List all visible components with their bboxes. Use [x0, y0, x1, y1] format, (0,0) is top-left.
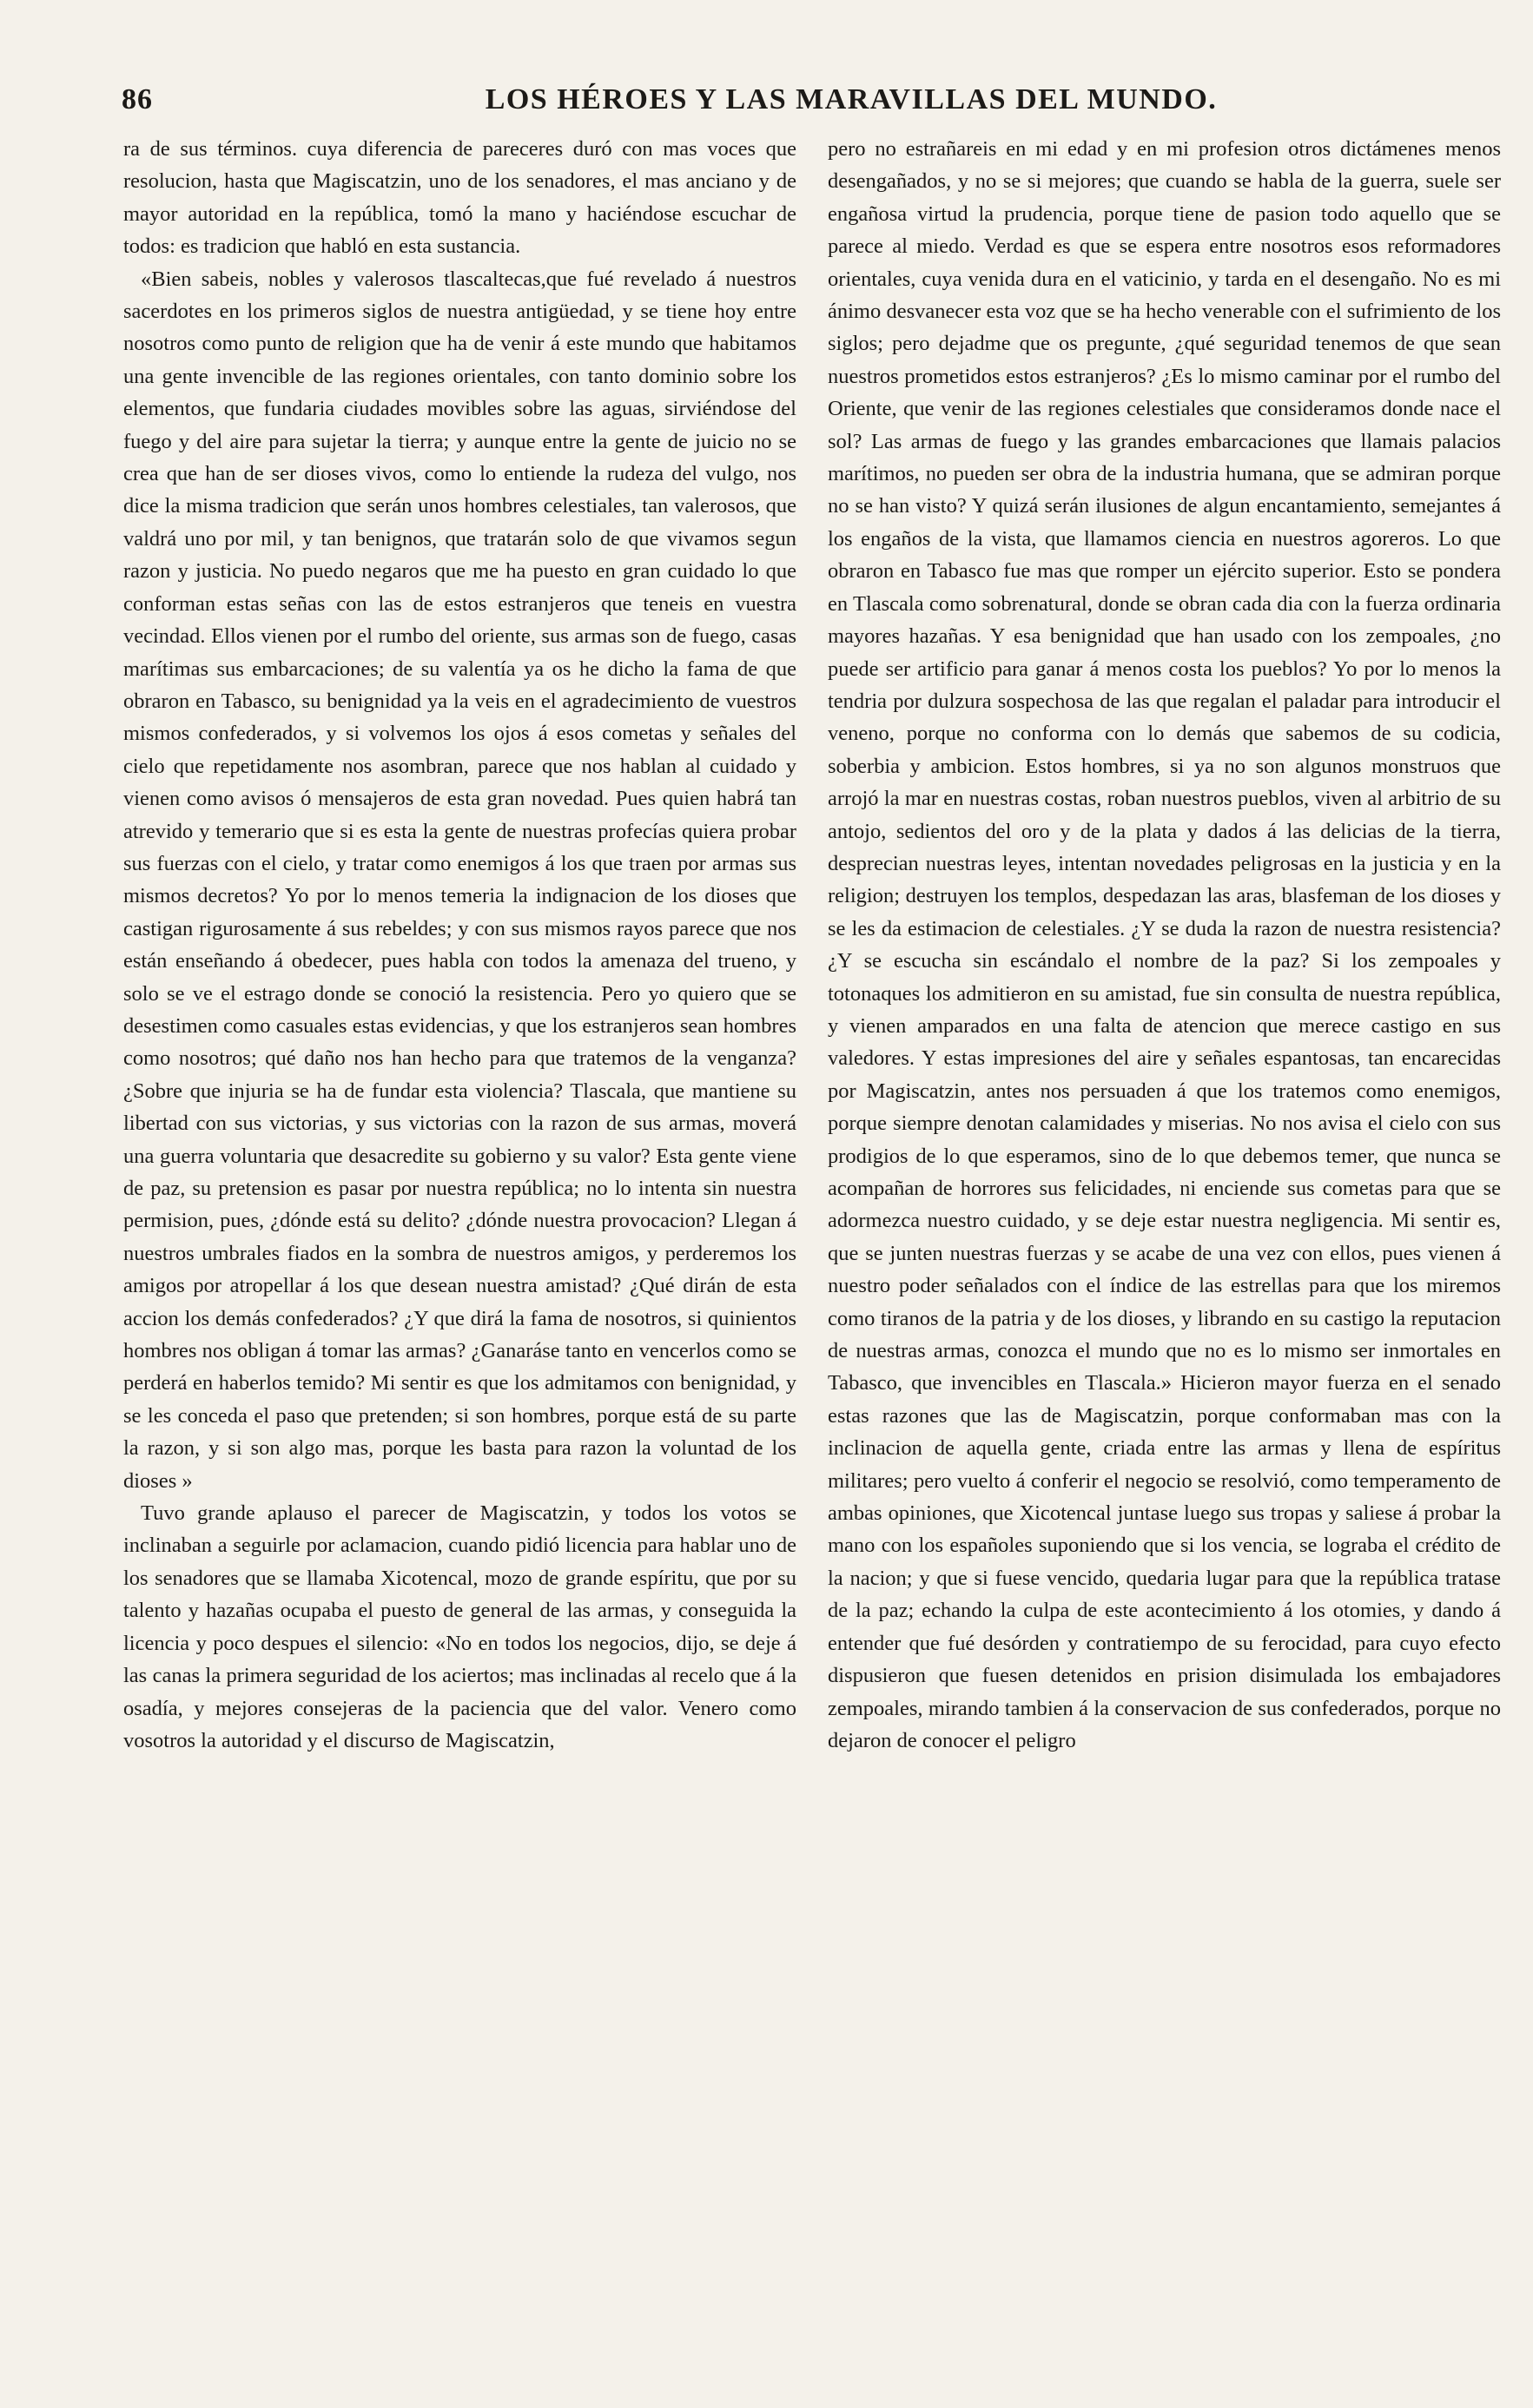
page-number: 86	[122, 83, 153, 115]
left-column	[123, 133, 796, 2391]
page-header	[122, 83, 1511, 130]
right-column	[828, 133, 1501, 2391]
left-paragraph-2: «Bien sabeis, nobles y valerosos tlascaltecas,que fué revelado á nuestros sacerdotes en los primeros siglos de nuestra antigüedad, y se tiene hoy entre nosotros como punto de religion que ha de venir á este mundo que habitamos una gente invencible de las regiones orientales, con tanto dominio sobre los elementos, que fundaria ciudades movibles sobre las aguas, sirviéndose del fuego y del aire para sujetar la tierra; y aunque entre la gente de juicio no se crea que han de ser dioses vivos, como lo entiende la rudeza del vulgo, nos dice la misma tradicion que serán unos hombres celestiales, tan valerosos, que valdrá uno por mil, y tan benignos, que tratarán solo de que vivamos segun razon y justicia. No puedo negaros que me ha puesto en gran cuidado lo que conforman estas señas con las de estos estranjeros que teneis en vuestra vecindad. Ellos vienen por el rumbo del oriente, sus armas son de fuego, casas marítimas sus embarcaciones; de su valentía ya os he dicho la fama de que obraron en Tabasco, su benignidad ya la veis en el agradecimiento de vuestros mismos confederados, y si volvemos los ojos á esos cometas y señales del cielo que repetidamente nos asombran, parece que nos hablan al cuidado y vienen como avisos ó mensajeros de esta gran novedad. Pues quien habrá tan atrevido y temerario que si es esta la gente de nuestras profecías quiera probar sus fuerzas con el cielo, y tratar como enemigos á los que traen por armas sus mismos decretos? Yo por lo menos temeria la indignacion de los dioses que castigan rigurosamente á sus rebeldes; y con sus mismos rayos parece que nos están enseñando á obedecer, pues habla con todos la amenaza del trueno, y solo se ve el estrago donde se conoció la resistencia. Pero yo quiero que se desestimen como casuales estas evidencias, y que los estranjeros sean hombres como nosotros; qué daño nos han hecho para que tratemos de la venganza? ¿Sobre que injuria se ha de fundar esta violencia? Tlascala, que mantiene su libertad con sus victorias, y sus victorias con la razon de sus armas, moverá una guerra voluntaria que desacredite su gobierno y su valor? Esta gente viene de paz, su pretension es pasar por nuestra república; no lo intenta sin nuestra permision, pues, ¿dónde está su delito? ¿dónde nuestra provocacion? Llegan á nuestros umbrales fiados en la sombra de nuestros amigos, y perderemos los amigos por atropellar á los que desean nuestra amistad? ¿Qué dirán de esta accion los demás confederados? ¿Y que dirá la fama de nosotros, si quinientos hombres nos obligan á tomar las armas? ¿Ganaráse tanto en vencerlos como se perderá en haberlos temido? Mi sentir es que los admitamos con benignidad, y se les conceda el paso que pretenden; si son hombres, porque está de su parte la razon, y si son algo mas, porque les basta para razon la voluntad de los dioses »	[123, 267, 796, 1493]
running-title: LOS HÉROES Y LAS MARAVILLAS DEL MUNDO.	[485, 83, 1218, 115]
left-paragraph-1: ra de sus términos. cuya diferencia de pareceres duró con mas voces que resolucion, hasta que Magiscatzin, uno de los senadores, el mas anciano y de mayor autoridad en la república, tomó la mano y haciéndose escuchar de todos: es tradicion que habló en esta sustancia.	[123, 137, 796, 259]
left-paragraph-3: Tuvo grande aplauso el parecer de Magiscatzin, y todos los votos se inclinaban a seguirle por aclamacion, cuando pidió licencia para hablar uno de los senadores que se llamaba Xicotencal, mozo de grande espíritu, que por su talento y hazañas ocupaba el puesto de general de las armas, y conseguida la licencia y poco despues el silencio: «No en todos los negocios, dijo, se deje á las canas la primera seguridad de los aciertos; mas inclinadas al recelo que á la osadía, y mejores consejeras de la paciencia que del valor. Venero como vosotros la autoridad y el discurso de Magiscatzin,	[123, 1501, 796, 1752]
right-paragraph-1: pero no estrañareis en mi edad y en mi profesion otros dictámenes menos desengañados, y no se si mejores; que cuando se habla de la guerra, suele ser engañosa virtud la prudencia, porque tiene de pasion todo aquello que se parece al miedo. Verdad es que se espera entre nosotros esos reformadores orientales, cuya venida dura en el vaticinio, y tarda en el desengaño. No es mi ánimo desvanecer esta voz que se ha hecho venerable con el sufrimiento de los siglos; pero dejadme que os pregunte, ¿qué seguridad tenemos de que sean nuestros prometidos estos estranjeros? ¿Es lo mismo caminar por el rumbo del Oriente, que venir de las regiones celestiales que consideramos donde nace el sol? Las armas de fuego y las grandes embarcaciones que llamais palacios marítimos, no pueden ser obra de la industria humana, que se admiran porque no se han visto? Y quizá serán ilusiones de algun encantamiento, semejantes á los engaños de la vista, que llamamos ciencia en nuestros agoreros. Lo que obraron en Tabasco fue mas que romper un ejército superior. Esto se pondera en Tlascala como sobrenatural, donde se obran cada dia con la fuerza ordinaria mayores hazañas. Y esa benignidad que han usado con los zempoales, ¿no puede ser artificio para ganar á menos costa los pueblos? Yo por lo menos la tendria por dulzura sospechosa de las que regalan el paladar para introducir el veneno, porque no conforma con lo demás que sabemos de su codicia, soberbia y ambicion. Estos hombres, si ya no son algunos monstruos que arrojó la mar en nuestras costas, roban nuestros pueblos, viven al arbitrio de su antojo, sedientos del oro y de la plata y dados á las delicias de la tierra, desprecian nuestras leyes, intentan novedades peligrosas en la justicia y en la religion; destruyen los templos, despedazan las aras, blasfeman de los dioses y se les da estimacion de celestiales. ¿Y se duda la razon de nuestra resistencia? ¿Y se escucha sin escándalo el nombre de la paz? Si los zempoales y totonaques los admitieron en su amistad, fue sin consulta de nuestra república, y vienen amparados en una falta de atencion que merece castigo en sus valedores. Y estas impresiones del aire y señales espantosas, tan encarecidas por Magiscatzin, antes nos persuaden á que los tratemos como enemigos, porque siempre denotan calamidades y miserias. No nos avisa el cielo con sus prodigios de lo que esperamos, sino de lo que debemos temer, que nunca se acompañan de horrores sus felicidades, ni enciende sus cometas para que se adormezca nuestro cuidado, y se deje estar nuestra negligencia. Mi sentir es, que se junten nuestras fuerzas y se acabe de una vez con ellos, pues vienen á nuestro poder señalados con el índice de las estrellas para que los miremos como tiranos de la patria y de los dioses, y librando en su castigo la reputacion de nuestras armas, conozca el mundo que no es lo mismo ser inmortales en Tabasco, que invencibles en Tlascala.» Hicieron mayor fuerza en el senado estas razones que las de Magiscatzin, porque conformaban mas con la inclinacion de aquella gente, criada entre las armas y llena de espíritus militares; pero vuelto á conferir el negocio se resolvió, como temperamento de ambas opiniones, que Xicotencal juntase luego sus tropas y saliese á probar la mano con los españoles suponiendo que si los vencia, se lograba el crédito de la nacion; y que si fuese vencido, quedaria lugar para que la república tratase de la paz; echando la culpa de este acontecimiento á los otomies, y dando á entender que fué desórden y contratiempo de su ferocidad, para cuyo efecto dispusieron que fuesen detenidos en prision disimulada los embajadores zempoales, mirando tambien á la conservacion de sus confederados, porque no dejaron de conocer el peligro	[828, 137, 1501, 1752]
